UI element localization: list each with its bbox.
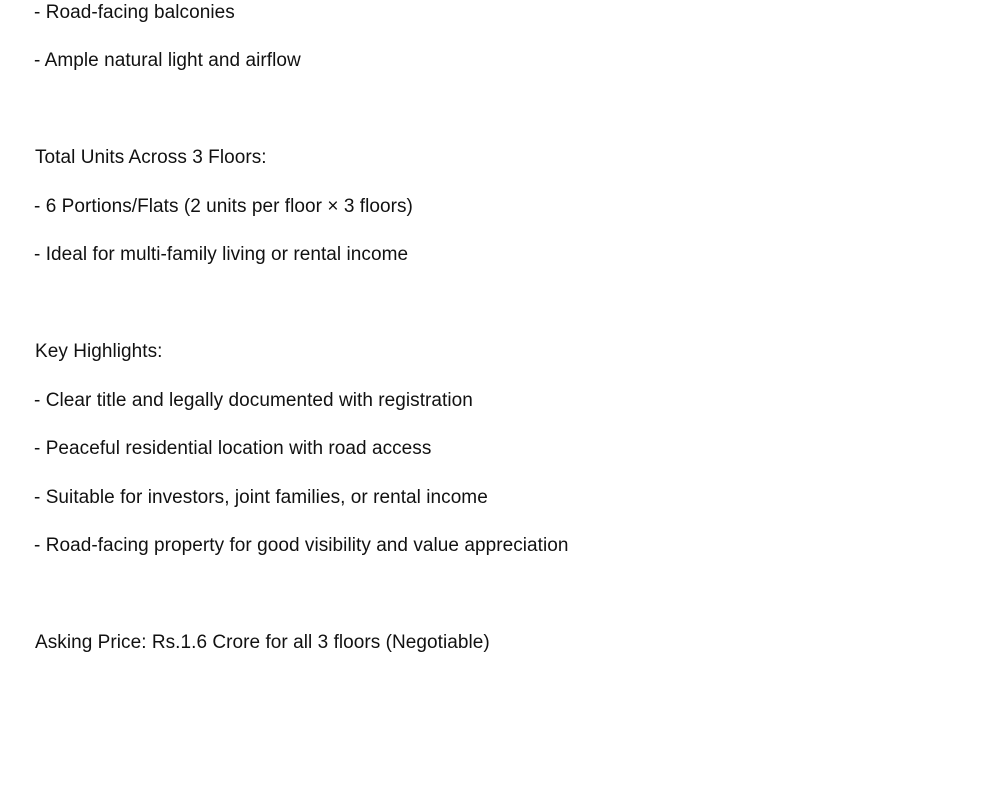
list-item: - Road-facing balconies bbox=[34, 2, 235, 23]
list-item: - Ideal for multi-family living or rental income bbox=[34, 244, 409, 265]
list-item: - Road-facing property for good visibility and value appreciation bbox=[34, 535, 569, 556]
list-item: - Suitable for investors, joint families, or rental income bbox=[34, 487, 488, 508]
section-heading-key-highlights: Key Highlights: bbox=[35, 341, 163, 362]
list-item: - Ample natural light and airflow bbox=[34, 50, 301, 71]
list-item: - 6 Portions/Flats (2 units per floor × 3 floors) bbox=[34, 196, 413, 217]
list-item: - Peaceful residential location with road access bbox=[34, 438, 432, 459]
asking-price: Asking Price: Rs.1.6 Crore for all 3 floors (Negotiable) bbox=[35, 632, 490, 653]
section-heading-total-units: Total Units Across 3 Floors: bbox=[35, 147, 267, 168]
list-item: - Clear title and legally documented with registration bbox=[34, 390, 473, 411]
